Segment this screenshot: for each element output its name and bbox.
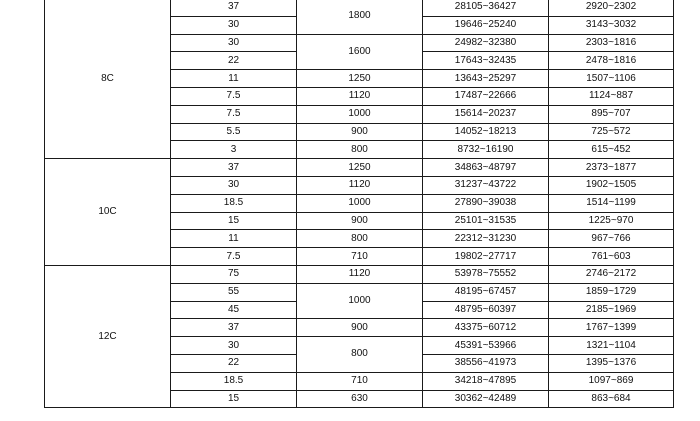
- pressure-cell: 1097~869: [549, 372, 674, 390]
- table-row: [45, 0, 674, 16]
- speed-cell: 900: [297, 123, 423, 141]
- pressure-cell: 1395~1376: [549, 354, 674, 372]
- speed-cell: 1120: [297, 87, 423, 105]
- flow-cell: 34863~48797: [423, 159, 549, 177]
- power-cell: 37: [171, 0, 297, 16]
- power-cell: 30: [171, 176, 297, 194]
- flow-cell: 31237~43722: [423, 176, 549, 194]
- flow-cell: 48195~67457: [423, 283, 549, 301]
- pressure-cell: 2185~1969: [549, 301, 674, 319]
- speed-cell: 1800: [297, 0, 423, 34]
- fan-spec-table: [44, 0, 674, 408]
- speed-cell: 1000: [297, 283, 423, 319]
- pressure-cell: 1225~970: [549, 212, 674, 230]
- power-cell: 30: [171, 34, 297, 52]
- pressure-cell: 2920~2302: [549, 0, 674, 16]
- power-cell: 7.5: [171, 248, 297, 266]
- pressure-cell: 967~766: [549, 230, 674, 248]
- power-cell: 75: [171, 265, 297, 283]
- power-cell: 30: [171, 337, 297, 355]
- pressure-cell: 2746~2172: [549, 265, 674, 283]
- flow-cell: 48795~60397: [423, 301, 549, 319]
- pressure-cell: 2373~1877: [549, 159, 674, 177]
- speed-cell: 1000: [297, 105, 423, 123]
- power-cell: 15: [171, 212, 297, 230]
- speed-cell: 900: [297, 212, 423, 230]
- power-cell: 45: [171, 301, 297, 319]
- flow-cell: 17487~22666: [423, 87, 549, 105]
- pressure-cell: 761~603: [549, 248, 674, 266]
- speed-cell: 800: [297, 337, 423, 373]
- speed-cell: 630: [297, 390, 423, 408]
- power-cell: 7.5: [171, 105, 297, 123]
- flow-cell: 27890~39038: [423, 194, 549, 212]
- flow-cell: 45391~53966: [423, 337, 549, 355]
- pressure-cell: 1767~1399: [549, 319, 674, 337]
- flow-cell: 15614~20237: [423, 105, 549, 123]
- power-cell: 18.5: [171, 194, 297, 212]
- pressure-cell: 863~684: [549, 390, 674, 408]
- speed-cell: 710: [297, 248, 423, 266]
- power-cell: 11: [171, 70, 297, 88]
- model-cell: 8C: [45, 0, 171, 159]
- pressure-cell: 2303~1816: [549, 34, 674, 52]
- pressure-cell: 615~452: [549, 141, 674, 159]
- flow-cell: 13643~25297: [423, 70, 549, 88]
- flow-cell: 38556~41973: [423, 354, 549, 372]
- power-cell: 30: [171, 16, 297, 34]
- speed-cell: 710: [297, 372, 423, 390]
- table-row: [45, 265, 674, 283]
- speed-cell: 1600: [297, 34, 423, 70]
- speed-cell: 800: [297, 230, 423, 248]
- model-cell: 10C: [45, 159, 171, 266]
- pressure-cell: 3143~3032: [549, 16, 674, 34]
- power-cell: 22: [171, 52, 297, 70]
- speed-cell: 1250: [297, 159, 423, 177]
- pressure-cell: 2478~1816: [549, 52, 674, 70]
- flow-cell: 19802~27717: [423, 248, 549, 266]
- power-cell: 37: [171, 159, 297, 177]
- flow-cell: 14052~18213: [423, 123, 549, 141]
- power-cell: 18.5: [171, 372, 297, 390]
- flow-cell: 24982~32380: [423, 34, 549, 52]
- pressure-cell: 1514~1199: [549, 194, 674, 212]
- flow-cell: 17643~32435: [423, 52, 549, 70]
- fan-spec-table-body: [45, 0, 674, 408]
- power-cell: 37: [171, 319, 297, 337]
- pressure-cell: 1507~1106: [549, 70, 674, 88]
- flow-cell: 28105~36427: [423, 0, 549, 16]
- flow-cell: 22312~31230: [423, 230, 549, 248]
- pressure-cell: 1902~1505: [549, 176, 674, 194]
- pressure-cell: 895~707: [549, 105, 674, 123]
- power-cell: 11: [171, 230, 297, 248]
- speed-cell: 1120: [297, 176, 423, 194]
- table-row: [45, 159, 674, 177]
- flow-cell: 25101~31535: [423, 212, 549, 230]
- speed-cell: 1000: [297, 194, 423, 212]
- flow-cell: 53978~75552: [423, 265, 549, 283]
- pressure-cell: 1859~1729: [549, 283, 674, 301]
- power-cell: 5.5: [171, 123, 297, 141]
- speed-cell: 1120: [297, 265, 423, 283]
- flow-cell: 34218~47895: [423, 372, 549, 390]
- power-cell: 22: [171, 354, 297, 372]
- flow-cell: 43375~60712: [423, 319, 549, 337]
- model-cell: 12C: [45, 265, 171, 407]
- flow-cell: 30362~42489: [423, 390, 549, 408]
- flow-cell: 8732~16190: [423, 141, 549, 159]
- pressure-cell: 1321~1104: [549, 337, 674, 355]
- power-cell: 15: [171, 390, 297, 408]
- power-cell: 7.5: [171, 87, 297, 105]
- speed-cell: 800: [297, 141, 423, 159]
- power-cell: 3: [171, 141, 297, 159]
- power-cell: 55: [171, 283, 297, 301]
- speed-cell: 1250: [297, 70, 423, 88]
- pressure-cell: 1124~887: [549, 87, 674, 105]
- flow-cell: 19646~25240: [423, 16, 549, 34]
- speed-cell: 900: [297, 319, 423, 337]
- pressure-cell: 725~572: [549, 123, 674, 141]
